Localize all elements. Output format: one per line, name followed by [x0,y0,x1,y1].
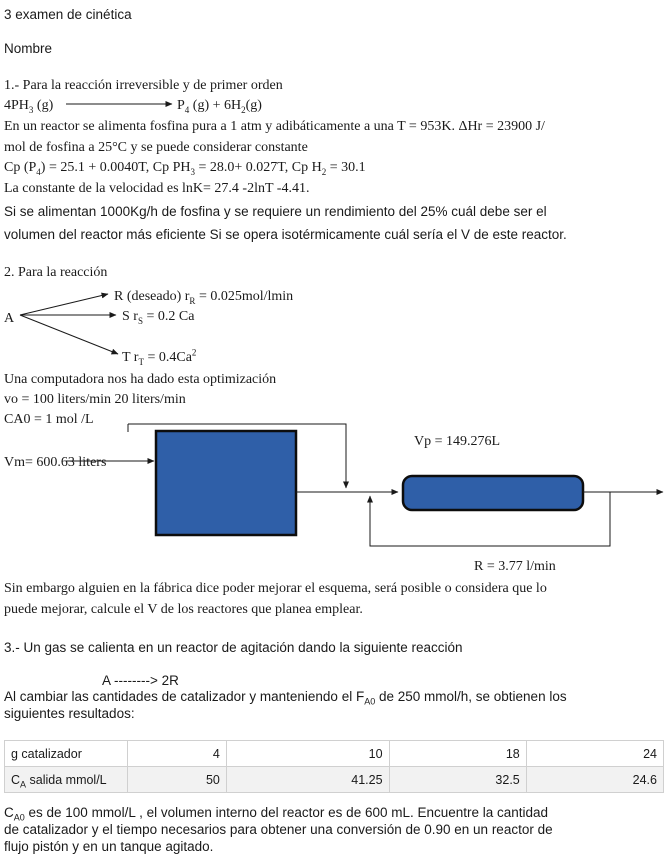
table-row [5,741,664,767]
p2-recycle-label: R = 3.77 l/min [474,559,556,574]
p1-reaction-left: $4PH_3$ (g) [4,98,54,115]
p2-after-line1: Sin embargo alguien en la fábrica dice poder mejorar el esquema, será posible o considera que lo [4,581,547,596]
table-cell: 32.5 [389,767,526,793]
row-label-ca-out: $C_A$ salida mmol/L [5,767,128,793]
p1-line4: mol de fosfina a 25°C y se puede considerar constante [4,140,308,155]
p3-end-line1: $C_{A0}$ es de 100 mmol/L , el volumen interno del reactor es de 600 mL. Encuentre la cantidad [4,805,549,823]
p2-heading: 2. Para la reacción [4,265,108,280]
p2-vm-label: Vm= 600.63 liters [4,455,107,470]
p3-end-line3: flujo pistón y en un tanque agitado. [4,839,214,854]
table-cell: 10 [226,741,389,767]
plug-flow-reactor [403,476,583,510]
p2-product-t: T $r_T = 0.4Ca^2$ [122,347,197,367]
p1-line8: volumen del reactor más eficiente Si se opera isotérmicamente cuál sería el V de este reactor. [4,227,567,242]
arrow-to-t [20,315,118,354]
p1-heading: 1.- Para la reacción irreversible y de primer orden [4,78,283,93]
p1-line3: En un reactor se alimenta fosfina pura a 1 atm y adibáticamente a una T = 953K. ΔHr = 23900 J/ [4,119,545,134]
row-label-catalyst: g catalizador [5,741,128,767]
table-cell: 24.6 [526,767,663,793]
p3-line-a1: Al cambiar las cantidades de catalizador y manteniendo el $F_{A0}$ de 250 mmol/h, se obtienen los [4,689,567,707]
name-label: Nombre [4,41,53,56]
mixed-flow-reactor [156,431,296,535]
p1-line7: Si se alimentan 1000Kg/h de fosfina y se requiere un rendimiento del 25% cuál debe ser el [4,204,547,219]
table-cell: 50 [128,767,227,793]
p3-heading: 3.- Un gas se calienta en un reactor de agitación dando la siguiente reacción [4,640,463,655]
p2-vo-line: vo = 100 liters/min 20 liters/min [4,392,186,407]
exam-title: 3 examen de cinética [4,7,132,22]
table-cell: 4 [128,741,227,767]
table-row [5,767,664,793]
p3-reaction: A --------> 2R [102,673,179,688]
p2-product-r: R (deseado) $r_R = 0.025mol/lmin$ [114,289,294,306]
p3-end-line2: de catalizador y el tiempo necesarios para obtener una conversión de 0.90 en un reactor de [4,822,553,837]
table-cell: 41.25 [226,767,389,793]
p2-ca0-line: CA0 = 1 mol /L [4,412,94,427]
p1-line6: La constante de la velocidad es lnK= 27.4 -2lnT -4.41. [4,181,310,196]
p2-after-line2: puede mejorar, calcule el V de los reactores que planea emplear. [4,602,363,617]
results-table [4,740,664,793]
table-cell: 24 [526,741,663,767]
table-cell: 18 [389,741,526,767]
p2-product-s: S $r_S = 0.2$ Ca [122,309,195,326]
p1-reaction-right: $P_4$ $(g) + 6H_2(g)$ [177,98,262,115]
arrow-to-r [20,294,108,315]
p1-cp-line: Cp $(P_4) = 25.1 + 0.0040T$, Cp $PH_3 = 28.0+ 0.027T$, Cp $H_2 = 30.1$ [4,160,366,177]
p2-vp-label: Vp = 149.276L [414,434,501,449]
p2-reactant-a: A [4,311,15,326]
p2-opt-line: Una computadora nos ha dado esta optimización [4,372,277,387]
p3-line-a2: siguientes resultados: [4,706,135,721]
